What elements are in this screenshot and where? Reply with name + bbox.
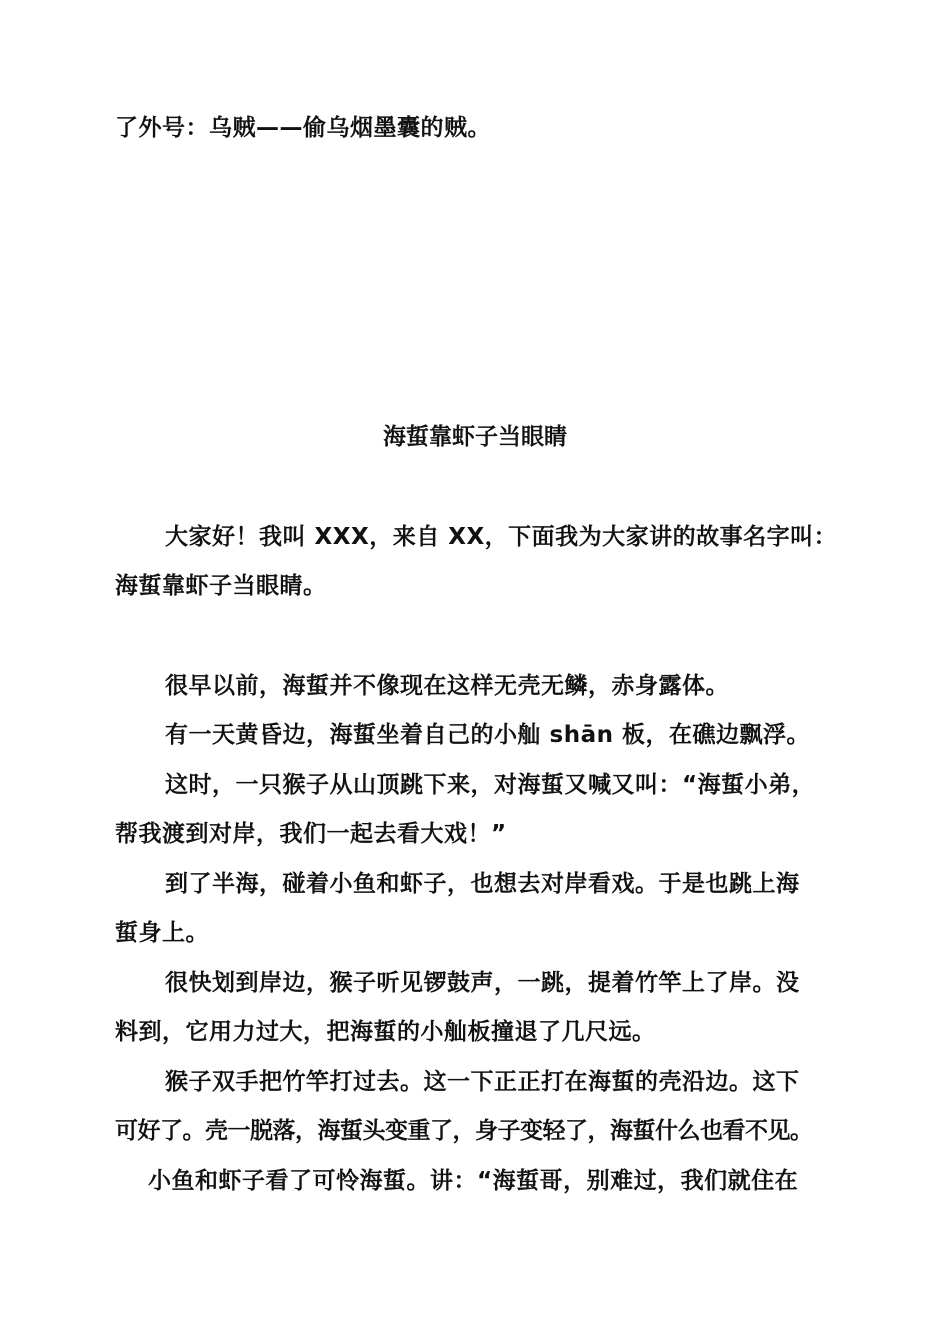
paragraph-line: 这时，一只猴子从山顶跳下来，对海蜇又喊又叫：“海蜇小弟， xyxy=(165,772,816,798)
paragraph-line: 到了半海，碰着小鱼和虾子，也想去对岸看戏。于是也跳上海 xyxy=(165,871,800,897)
paragraph-line: 蜇身上。 xyxy=(115,920,209,946)
paragraph-line: 帮我渡到对岸，我们一起去看大戏！” xyxy=(115,821,507,847)
paragraph-line: 大家好！我叫 XXX，来自 XX，下面我为大家讲的故事名字叫： xyxy=(165,524,838,550)
paragraph-line: 有一天黄昏边，海蜇坐着自己的小舢 shān 板，在礁边飘浮。 xyxy=(165,722,810,748)
story-title: 海蜇靠虾子当眼睛 xyxy=(383,424,567,450)
paragraph-line: 猴子双手把竹竿打过去。这一下正正打在海蜇的壳沿边。这下 xyxy=(165,1069,800,1095)
paragraph-line: 很早以前，海蜇并不像现在这样无壳无鳞，赤身露体。 xyxy=(165,673,729,699)
paragraph-line: 料到，它用力过大，把海蜇的小舢板撞退了几尺远。 xyxy=(115,1019,656,1045)
paragraph-line: 很快划到岸边，猴子听见锣鼓声，一跳，提着竹竿上了岸。没 xyxy=(165,970,800,996)
paragraph-line: 海蜇靠虾子当眼睛。 xyxy=(115,573,327,599)
paragraph-line: 可好了。壳一脱落，海蜇头变重了，身子变轻了，海蜇什么也看不见。 xyxy=(115,1118,813,1144)
paragraph-line: 小鱼和虾子看了可怜海蜇。讲：“海蜇哥，别难过，我们就住在 xyxy=(148,1168,799,1194)
previous-section-last-line: 了外号：乌贼——偷乌烟墨囊的贼。 xyxy=(115,115,491,141)
